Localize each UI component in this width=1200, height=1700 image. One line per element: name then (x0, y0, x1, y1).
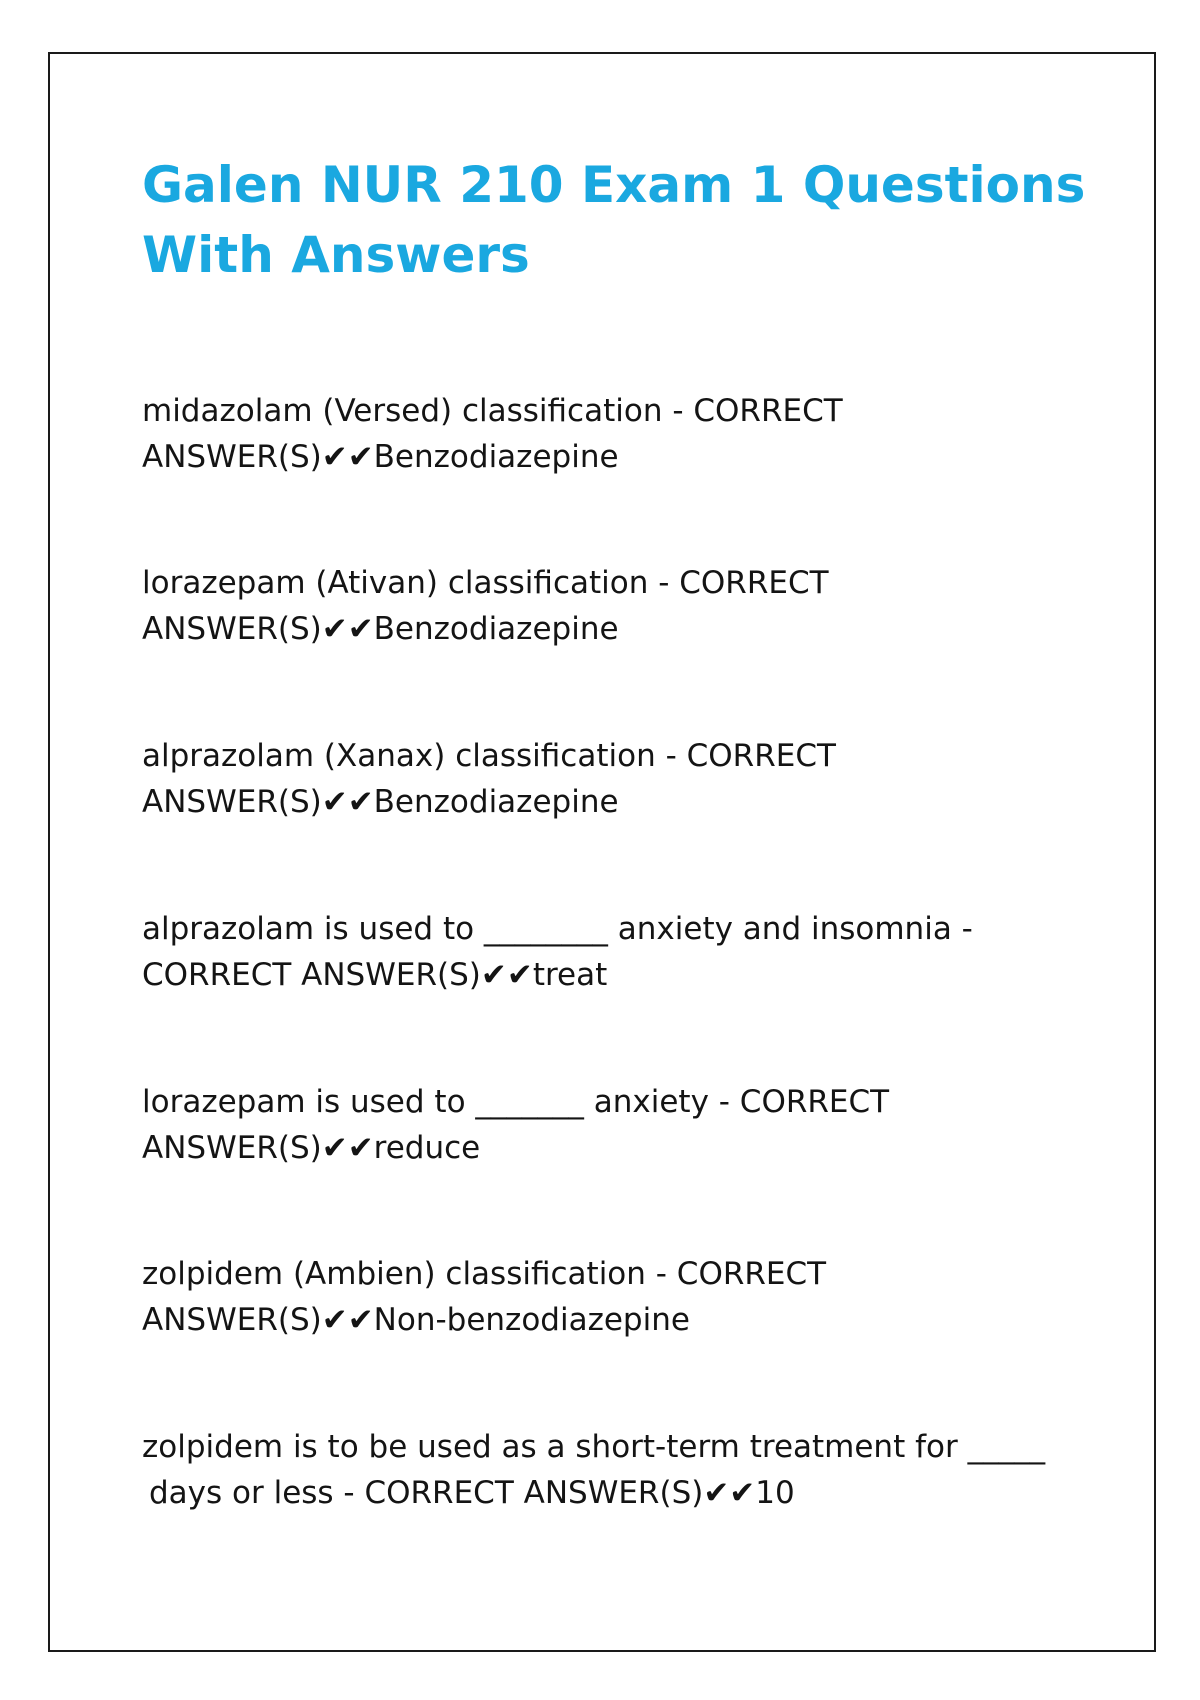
qa-item-zolpidem-duration (142, 1424, 1082, 1516)
answer-text: days or less - CORRECT ANSWER(S)✔✔10 (149, 1475, 795, 1511)
title-line-2: With Answers (142, 226, 530, 284)
question-text: alprazolam is used to ________ anxiety and insomnia - (142, 911, 973, 947)
qa-item-lorazepam-class (142, 560, 1082, 652)
answer-text: CORRECT ANSWER(S)✔✔treat (142, 957, 608, 993)
qa-item-midazolam (142, 388, 1082, 480)
answer-text: ANSWER(S)✔✔Benzodiazepine (142, 439, 619, 475)
answer-text: ANSWER(S)✔✔reduce (142, 1130, 481, 1166)
qa-item-alprazolam-use (142, 906, 1082, 998)
qa-item-zolpidem-class (142, 1251, 1082, 1343)
page-frame (48, 52, 1156, 1652)
answer-text: ANSWER(S)✔✔Benzodiazepine (142, 611, 619, 647)
answer-text: ANSWER(S)✔✔Benzodiazepine (142, 784, 619, 820)
qa-item-alprazolam-class (142, 733, 1082, 825)
question-text: midazolam (Versed) classification - CORRECT (142, 393, 843, 429)
answer-text: ANSWER(S)✔✔Non-benzodiazepine (142, 1302, 690, 1338)
question-text: lorazepam is used to _______ anxiety - CORRECT (142, 1084, 890, 1120)
question-text: zolpidem (Ambien) classification - CORRECT (142, 1256, 827, 1292)
document-title (142, 150, 1102, 290)
qa-item-lorazepam-use (142, 1079, 1082, 1171)
title-line-1: Galen NUR 210 Exam 1 Questions (142, 156, 1086, 214)
question-text: zolpidem is to be used as a short-term treatment for _____ (142, 1429, 1046, 1465)
question-text: lorazepam (Ativan) classification - CORRECT (142, 565, 829, 601)
question-text: alprazolam (Xanax) classification - CORRECT (142, 738, 836, 774)
